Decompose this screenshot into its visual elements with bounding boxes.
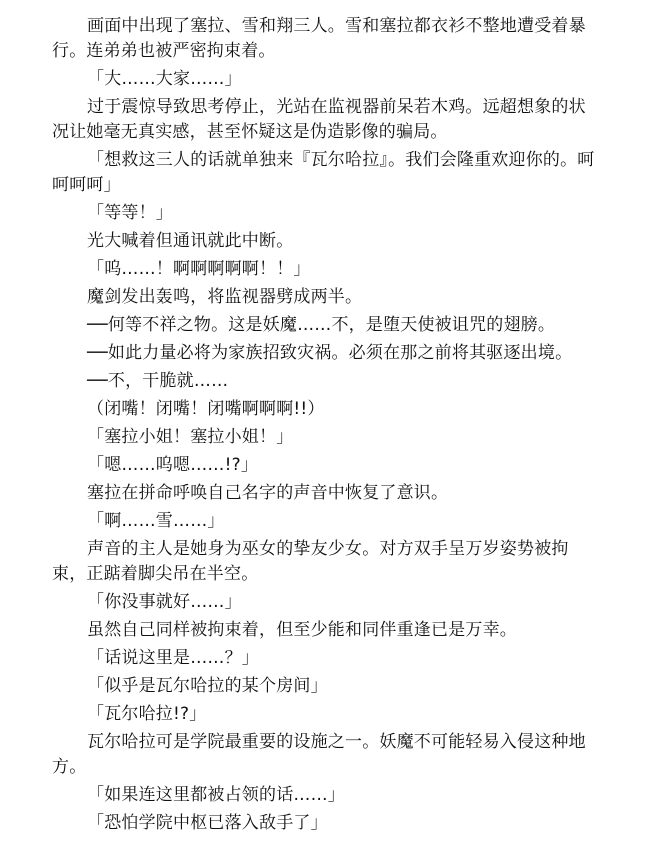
dialogue-line: 「塞拉小姐！塞拉小姐！」 bbox=[87, 427, 294, 447]
paragraph: 光大喊着但通讯就此中断。 bbox=[87, 231, 294, 251]
dialogue-line: 「想救这三人的话就单独来『瓦尔哈拉』。我们会隆重欢迎你的。呵呵呵呵」 bbox=[52, 150, 595, 195]
inner-monologue: ──何等不祥之物。这是妖魔……不，是堕天使被诅咒的翅膀。 bbox=[87, 315, 556, 335]
paragraph: 过于震惊导致思考停止，光站在监视器前呆若木鸡。远超想象的状况让她毫无真实感，甚至怀疑这是伪造影像的骗局。 bbox=[52, 97, 586, 142]
dialogue-line: 「大……大家……」 bbox=[87, 69, 242, 89]
dialogue-line: 「嗯……呜嗯……!?」 bbox=[87, 455, 259, 475]
paragraph: 声音的主人是她身为巫女的挚友少女。对方双手呈万岁姿势被拘束，正踮着脚尖吊在半空。 bbox=[52, 539, 569, 584]
dialogue-line: 「呜……！啊啊啊啊啊！！」 bbox=[87, 259, 311, 279]
dialogue-line: 「你没事就好……」 bbox=[87, 592, 242, 612]
dialogue-line: 「如果连这里都被占领的话……」 bbox=[87, 785, 345, 805]
paragraph: 瓦尔哈拉可是学院最重要的设施之一。妖魔不可能轻易入侵这种地方。 bbox=[52, 732, 586, 777]
dialogue-line: 「啊……雪……」 bbox=[87, 511, 225, 531]
paragraph: 塞拉在拼命呼唤自己名字的声音中恢复了意识。 bbox=[87, 483, 449, 503]
inner-monologue: ──如此力量必将为家族招致灾祸。必须在那之前将其驱逐出境。 bbox=[87, 343, 573, 363]
paragraph: 虽然自己同样被拘束着，但至少能和同伴重逢已是万幸。 bbox=[87, 620, 517, 640]
document-page bbox=[52, 14, 600, 839]
inner-monologue: ──不，干脆就…… bbox=[87, 371, 229, 391]
paragraph: 魔剑发出轰鸣，将监视器劈成两半。 bbox=[87, 287, 363, 307]
paragraph: 画面中出现了塞拉、雪和翔三人。雪和塞拉都衣衫不整地遭受着暴行。连弟弟也被严密拘束着。 bbox=[52, 16, 586, 61]
dialogue-line: 「似乎是瓦尔哈拉的某个房间」 bbox=[87, 676, 328, 696]
inner-thought: （闭嘴！闭嘴！闭嘴啊啊啊!!） bbox=[87, 399, 325, 419]
dialogue-line: 「瓦尔哈拉!?」 bbox=[87, 704, 207, 724]
dialogue-line: 「恐怕学院中枢已落入敌手了」 bbox=[87, 813, 328, 833]
dialogue-line: 「话说这里是……？」 bbox=[87, 648, 259, 668]
dialogue-line: 「等等！」 bbox=[87, 203, 173, 223]
